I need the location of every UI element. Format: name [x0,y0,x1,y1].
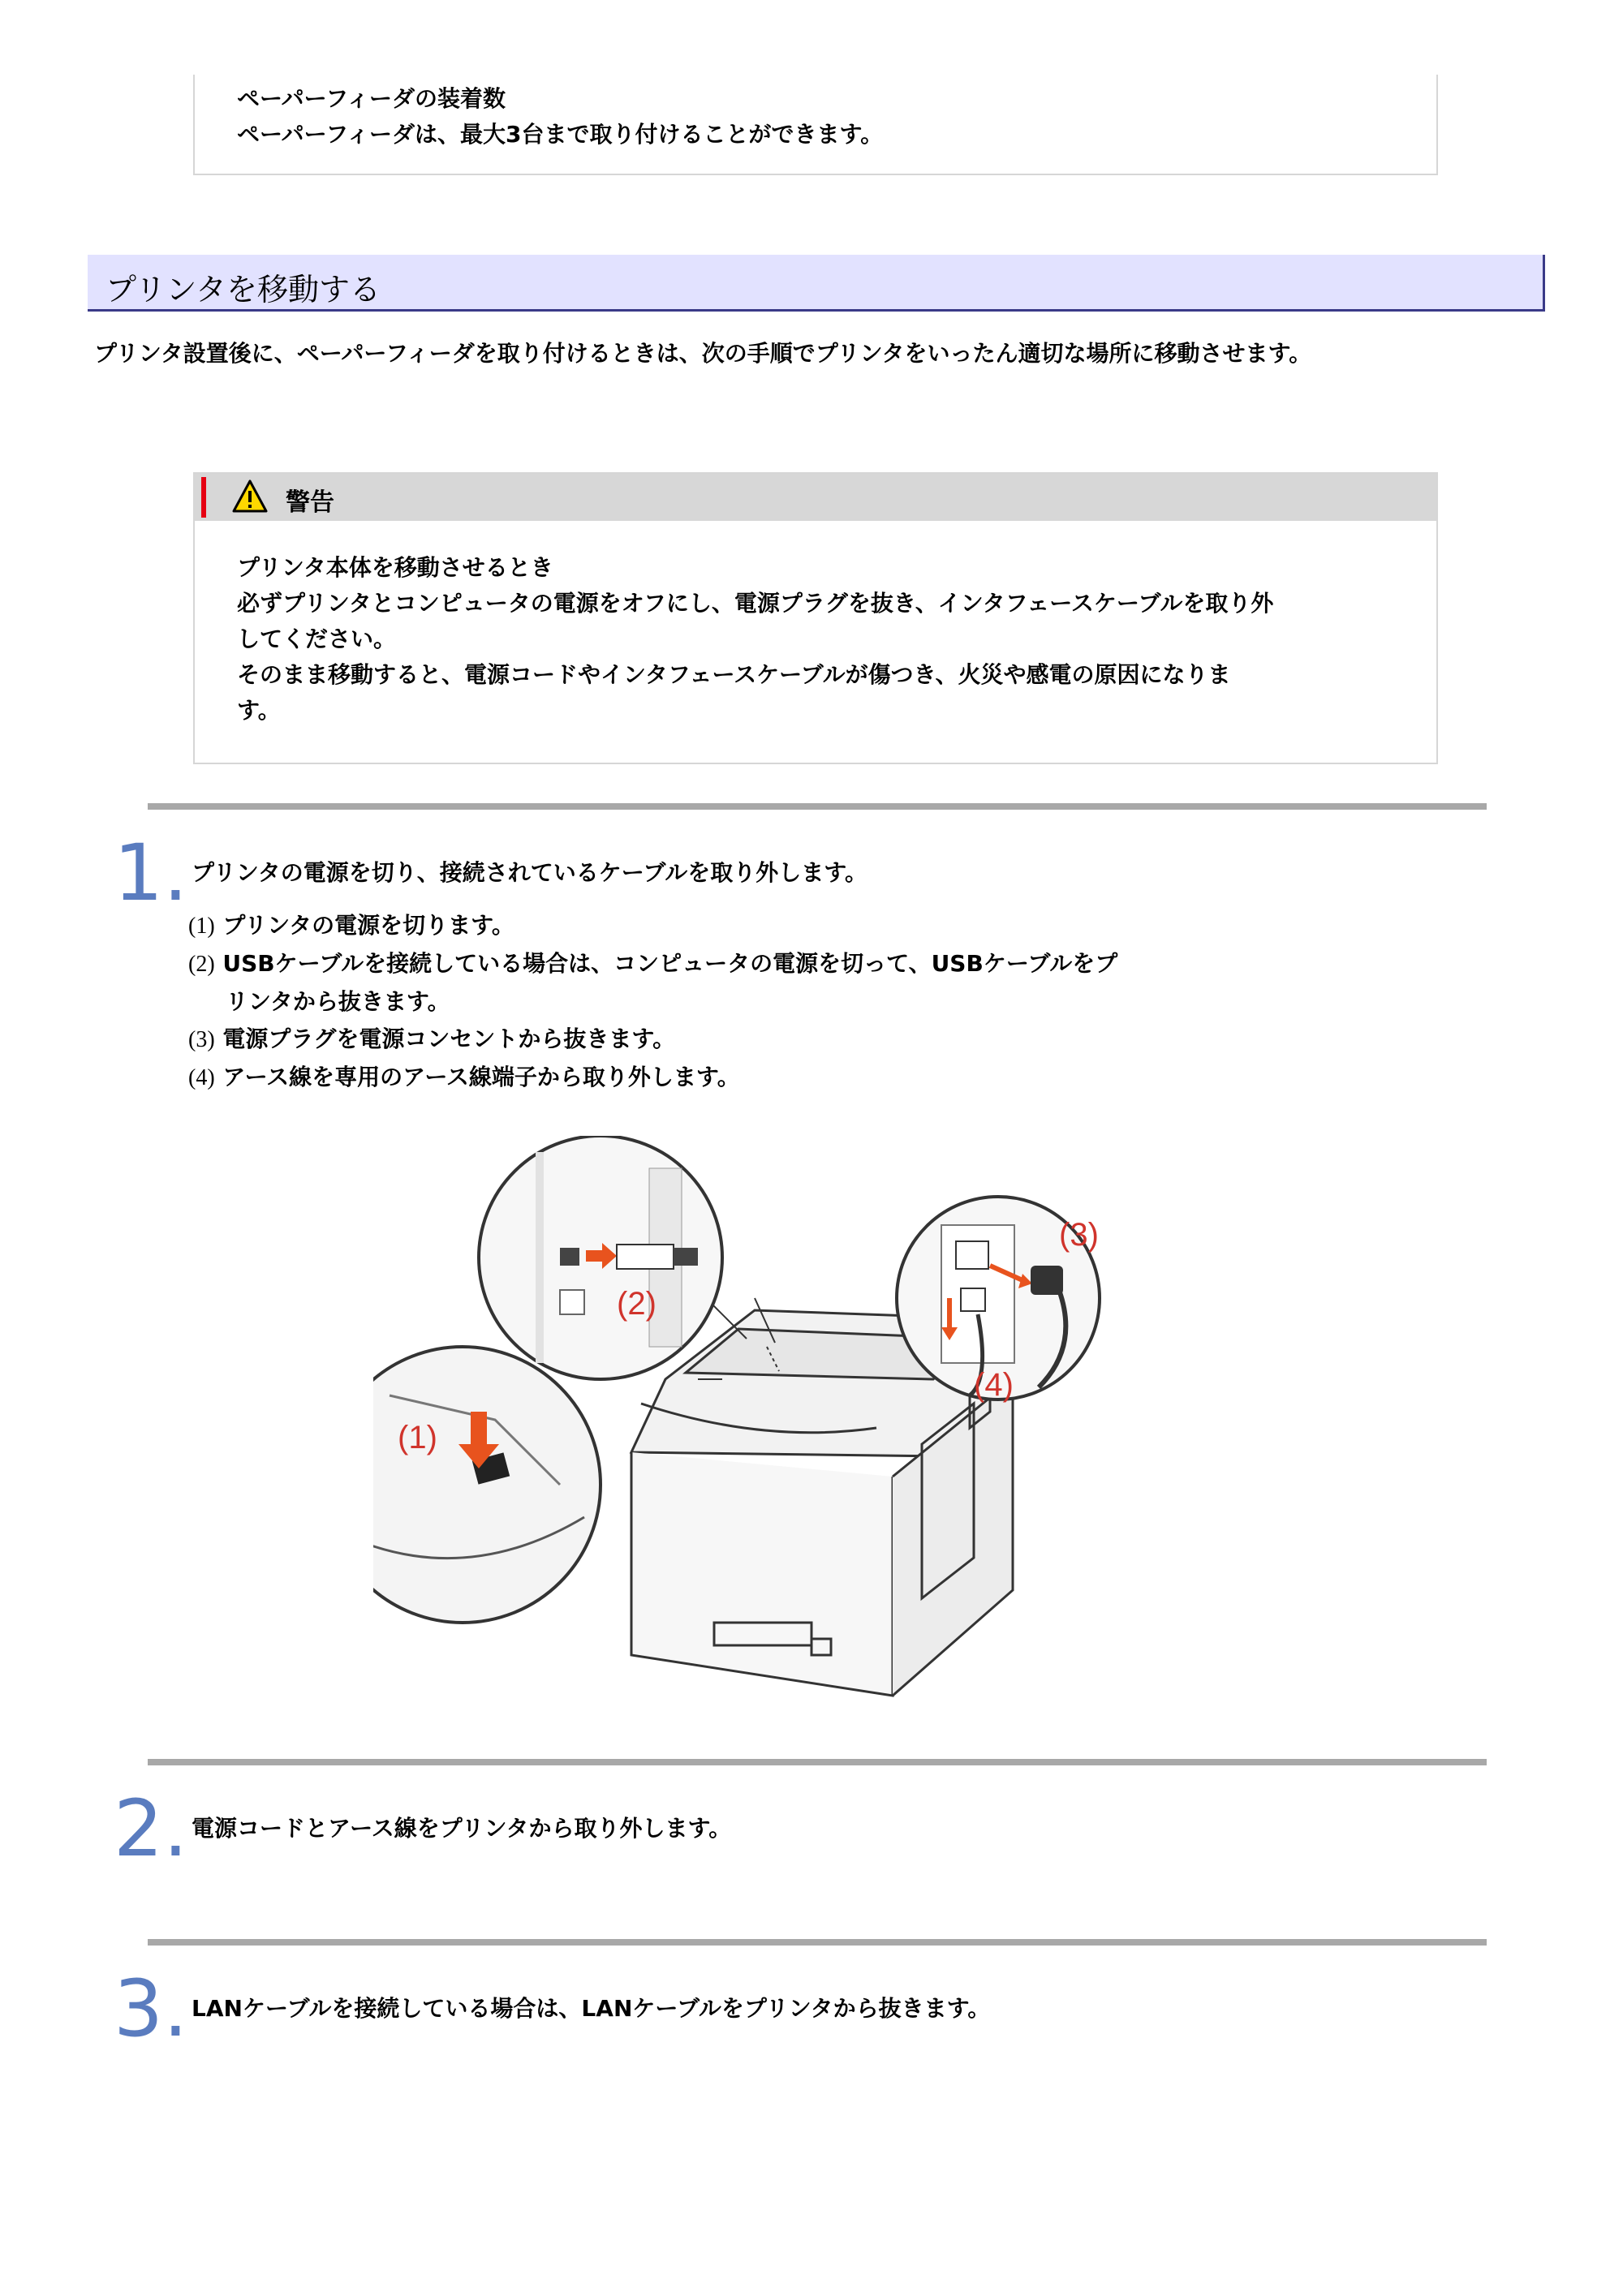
warning-triangle-icon [232,479,268,514]
step-text: LANケーブルを接続している場合は、LANケーブルをプリンタから抜きます。 [192,1995,991,2022]
substep-item: (1) プリンタの電源を切ります。 [188,912,514,939]
note-box [193,75,1438,175]
warning-body [237,550,1373,729]
substep-item: (3) 電源プラグを電源コンセントから抜きます。 [188,1025,676,1052]
substep-item: (4) アース線を専用のアース線端子から取り外します。 [188,1064,740,1090]
step-text: 電源コードとアース線をプリンタから取り外します。 [192,1815,732,1842]
note-title: ペーパーフィーダの装着数 [237,85,506,112]
printer-disconnect-illustration [373,1136,1185,1704]
callout-label-2: (2) [617,1286,657,1322]
warning-header [195,474,1436,521]
callout-circle-power [373,1347,601,1623]
step-text: プリンタの電源を切り、接続されているケーブルを取り外します。 [192,859,868,886]
substep-list [188,907,1117,1097]
warning-box [193,472,1438,764]
step-divider [148,803,1487,810]
warning-label: 警告 [286,488,334,517]
warning-line: す。 [237,697,281,724]
substep-item: リンタから抜きます。 [226,988,450,1015]
section-intro: プリンタ設置後に、ペーパーフィーダを取り付けるときは、次の手順でプリンタをいったん適切な場所に移動させます。 [94,340,1312,367]
warning-line: そのまま移動すると、電源コードやインタフェースケーブルが傷つき、火災や感電の原因になりま [237,661,1231,688]
step-number: 1. [114,828,188,918]
callout-label-3: (3) [1059,1217,1099,1253]
callout-label-4: (4) [974,1367,1014,1403]
section-title-text: プリンタを移動する [105,272,381,307]
step-number: 3. [114,1963,188,2054]
note-text: ペーパーフィーダは、最大3台まで取り付けることができます。 [237,121,884,148]
warning-accent-bar [201,477,206,518]
substep-item: (2) USBケーブルを接続している場合は、コンピュータの電源を切って、USBケーブルをプ [188,950,1118,977]
warning-line: してください。 [237,626,397,652]
callout-label-1: (1) [398,1420,437,1455]
step-divider [148,1759,1487,1765]
section-heading [88,255,1545,312]
callout-circle-outlet [897,1197,1100,1403]
step-number: 2. [114,1783,188,1874]
warning-line: 必ずプリンタとコンピュータの電源をオフにし、電源プラグを抜き、インタフェースケーブルを取り外 [237,590,1274,617]
step-divider [148,1939,1487,1946]
callout-circle-usb [479,1136,722,1379]
warning-line: プリンタ本体を移動させるとき [237,554,553,581]
